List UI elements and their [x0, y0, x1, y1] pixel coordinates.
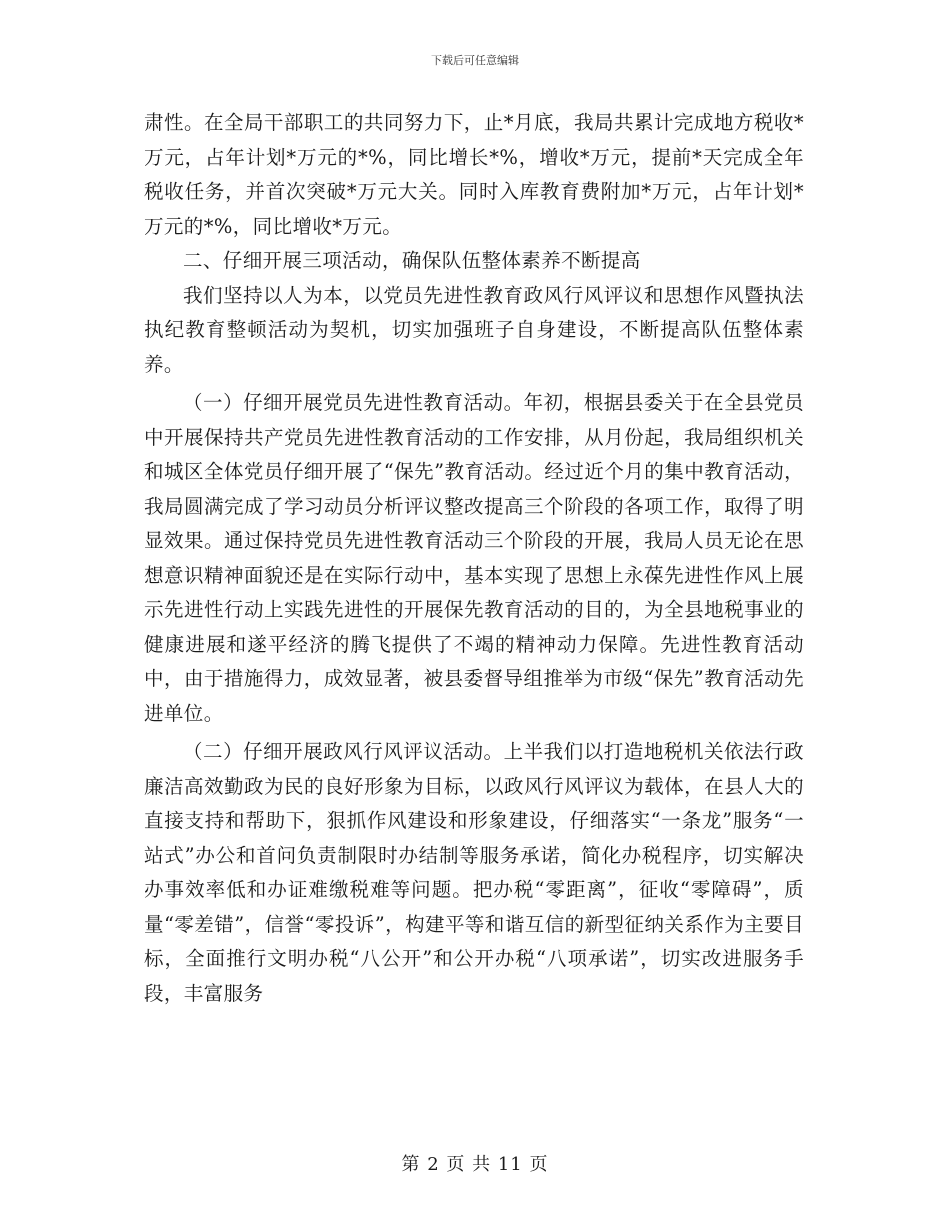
section-heading: 二、仔细开展三项活动，确保队伍整体素养不断提高 [183, 249, 641, 272]
paragraph-intro: 我们坚持以人为本，以党员先进性教育政风行风评议和思想作风暨执法执纪教育整顿活动为契机，切实加强班子自身建设，不断提高队伍整体素养。 [144, 283, 804, 376]
paragraph-subsection-1: （一）仔细开展党员先进性教育活动。年初，根据县委关于在全县党员中开展保持共产党员先进性教育活动的工作安排，从月份起，我局组织机关和城区全体党员仔细开展了“保先”教育活动。经过近个月的集中教育活动，我局圆满完成了学习动员分析评议整改提高三个阶段的各项工作，取得了明显效果。通过保持党员先进性教育活动三个阶段的开展，我局人员无论在思想意识精神面貌还是在实际行动中，基本实现了思想上永葆先进性作风上展示先进性行动上实践先进性的开展保先教育活动的目的，为全县地税事业的健康进展和遂平经济的腾飞提供了不竭的精神动力保障。先进性教育活动中，由于措施得力，成效显著，被县委督导组推举为市级“保先”教育活动先进单位。 [144, 391, 804, 725]
paragraph-subsection-2: （二）仔细开展政风行风评议活动。上半我们以打造地税机关依法行政廉洁高效勤政为民的良好形象为目标，以政风行风评议为载体，在县人大的直接支持和帮助下，狠抓作风建设和形象建设，仔细落实“一条龙”服务“一站式”办公和首问负责制限时办结制等服务承诺，简化办税程序，切实解决办事效率低和办证难缴税难等问题。把办税“零距离”，征收“零障碍”，质量“零差错”，信誉“零投诉”，构建平等和谐互信的新型征纳关系作为主要目标，全面推行文明办税“八公开”和公开办税“八项承诺”，切实改进服务手段，丰富服务 [144, 740, 804, 1005]
page-number: 第 2 页 共 11 页 [401, 1154, 549, 1175]
paragraph-continued: 肃性。在全局干部职工的共同努力下，止*月底，我局共累计完成地方税收*万元，占年计划*万元的*%，同比增长*%，增收*万元，提前*天完成全年税收任务，并首次突破*万元大关。同时入库教育费附加*万元，占年计划*万元的*%，同比增收*万元。 [144, 111, 804, 238]
page-header-note: 下载后可任意编辑 [431, 54, 519, 67]
document-body [144, 106, 804, 1011]
